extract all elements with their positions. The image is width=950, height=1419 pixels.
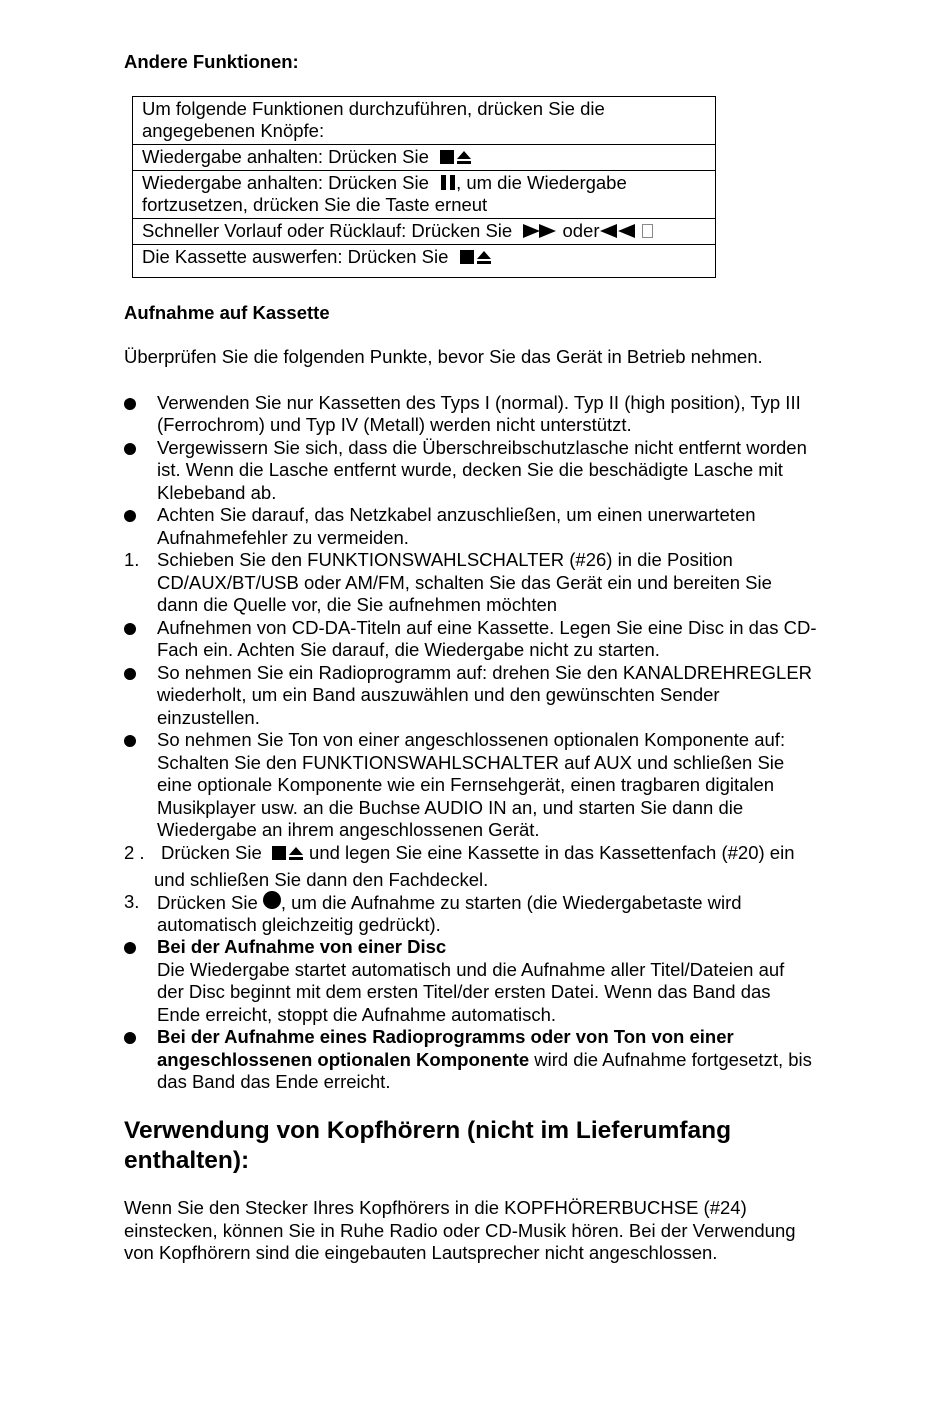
list-item-title: Bei der Aufnahme eines Radioprogramms oder von Ton von einer <box>157 1026 734 1047</box>
bullet-icon <box>124 735 136 747</box>
table-row <box>133 245 716 278</box>
list-item-text: , um die Aufnahme zu starten (die Wiedergabetaste wird <box>280 892 742 913</box>
list-item-text: automatisch gleichzeitig gedrückt). <box>157 914 441 935</box>
bullet-icon <box>124 942 136 954</box>
list-item-text: Aufnehmen von CD-DA-Titeln auf eine Kassette. Legen Sie eine Disc in das CD- <box>157 617 817 638</box>
paragraph-line: einstecken, können Sie in Ruhe Radio oder CD-Musik hören. Bei der Verwendung <box>124 1219 796 1241</box>
list-item-text: CD/AUX/BT/USB oder AM/FM, schalten Sie das Gerät ein und bereiten Sie <box>157 572 772 593</box>
list-item-text: Ende erreicht, stoppt die Aufnahme automatisch. <box>157 1004 557 1025</box>
list-item-line <box>161 842 871 865</box>
list-item-text: (Ferrochrom) und Typ IV (Metall) werden nicht unterstützt. <box>157 414 632 435</box>
list-item-text: der Disc beginnt mit dem ersten Titel/der ersten Datei. Wenn das Band das <box>157 981 771 1002</box>
list-item-text: Aufnahmefehler zu vermeiden. <box>157 527 409 548</box>
list-item-text: wiederholt, um ein Band auszuwählen und den gewünschten Sender <box>157 684 720 705</box>
missing-glyph-icon <box>642 224 653 238</box>
list-item-text: Schieben Sie den FUNKTIONSWAHLSCHALTER (#26) in die Position <box>157 549 733 570</box>
list-number: 1. <box>124 549 140 570</box>
rewind-icon <box>600 224 636 238</box>
heading-line: enthalten): <box>124 1147 250 1174</box>
list-item-text: So nehmen Sie ein Radioprogramm auf: drehen Sie den KANALDREHREGLER <box>157 662 813 683</box>
list-item-line <box>157 1049 867 1072</box>
eject-icon <box>476 250 492 265</box>
table-cell-text: Wiedergabe anhalten: Drücken Sie <box>142 172 429 193</box>
list-item-text: wird die Aufnahme fortgesetzt, bis <box>529 1049 812 1070</box>
table-cell-text: Schneller Vorlauf oder Rücklauf: Drücken Sie <box>142 220 513 241</box>
eject-icon <box>456 150 472 165</box>
table-cell <box>133 219 716 245</box>
intro-paragraph: Überprüfen Sie die folgenden Punkte, bevor Sie das Gerät in Betrieb nehmen. <box>124 346 763 367</box>
paragraph-line: Wenn Sie den Stecker Ihres Kopfhörers in die KOPFHÖRERBUCHSE (#24) <box>124 1197 747 1218</box>
bullet-icon <box>124 1032 136 1044</box>
list-item-text: Vergewissern Sie sich, dass die Überschreibschutzlasche nicht entfernt worden <box>157 437 807 458</box>
table-row <box>133 97 716 145</box>
list-item-title: angeschlossenen optionalen Komponente <box>157 1049 530 1070</box>
table-cell-text: oder <box>562 220 600 241</box>
list-item-text: einzustellen. <box>157 707 260 728</box>
list-number: 2 . <box>124 842 145 863</box>
bullet-icon <box>124 510 136 522</box>
section-title-headphones <box>124 1116 824 1176</box>
section-title-other-functions: Andere Funktionen: <box>124 51 299 72</box>
list-item-text: So nehmen Sie Ton von einer angeschlossenen optionalen Komponente auf: <box>157 729 786 750</box>
table-row <box>133 145 716 171</box>
stop-icon <box>440 150 454 164</box>
list-item-text: dann die Quelle vor, die Sie aufnehmen möchten <box>157 594 558 615</box>
list-item-text: Drücken Sie <box>157 892 258 913</box>
bullet-icon <box>124 623 136 635</box>
list-item-title: Bei der Aufnahme von einer Disc <box>157 936 447 957</box>
headphones-paragraph <box>124 1197 864 1265</box>
table-row <box>133 171 716 219</box>
bullet-icon <box>124 398 136 410</box>
stop-icon <box>272 846 286 860</box>
functions-table <box>132 96 716 278</box>
list-item-text: Die Wiedergabe startet automatisch und die Aufnahme aller Titel/Dateien auf <box>157 959 785 980</box>
list-number: 3. <box>124 891 140 912</box>
list-item-text: und schließen Sie dann den Fachdeckel. <box>154 869 489 890</box>
table-cell-text: Wiedergabe anhalten: Drücken Sie <box>142 146 429 167</box>
list-item-text: Schalten Sie den FUNKTIONSWAHLSCHALTER auf AUX und schließen Sie <box>157 752 785 773</box>
list-item-text: eine optionale Komponente wie ein Fernsehgerät, einen tragbaren digitalen <box>157 774 775 795</box>
table-cell: Um folgende Funktionen durchzuführen, drücken Sie die angegebenen Knöpfe: <box>133 97 716 145</box>
pause-icon <box>440 175 456 190</box>
bullet-icon <box>124 443 136 455</box>
table-row <box>133 219 716 245</box>
list-item-text: das Band das Ende erreicht. <box>157 1071 391 1092</box>
heading-line: Verwendung von Kopfhörern (nicht im Lieferumfang <box>124 1117 732 1144</box>
table-cell <box>133 171 716 219</box>
list-item-text: Fach ein. Achten Sie darauf, die Wiedergabe nicht zu starten. <box>157 639 660 660</box>
list-item-text: Wiedergabe an ihrem angeschlossenen Gerät. <box>157 819 540 840</box>
list-item-text: ist. Wenn die Lasche entfernt wurde, decken Sie die beschädigte Lasche mit <box>157 459 783 480</box>
record-icon <box>263 891 281 909</box>
table-cell-text: Die Kassette auswerfen: Drücken Sie <box>142 246 449 267</box>
list-item-text: Musikplayer usw. an die Buchse AUDIO IN an, und starten Sie dann die <box>157 797 744 818</box>
table-cell <box>133 245 716 278</box>
stop-icon <box>460 250 474 264</box>
list-item-line <box>157 891 867 915</box>
list-item-text: Drücken Sie <box>161 842 262 863</box>
list-item-text: Verwenden Sie nur Kassetten des Typs I (normal). Typ II (high position), Typ III <box>157 392 801 413</box>
paragraph-line: von Kopfhörern sind die eingebauten Lautsprecher nicht angeschlossen. <box>124 1242 718 1263</box>
list-item-text: Klebeband ab. <box>157 482 277 503</box>
list-item-text: Achten Sie darauf, das Netzkabel anzuschließen, um einen unerwarteten <box>157 504 756 525</box>
eject-icon <box>288 846 304 861</box>
fast-forward-icon <box>523 224 557 238</box>
table-cell-text: , um die Wiedergabe fortzusetzen, drücken Sie die Taste erneut <box>142 172 627 215</box>
section-title-recording: Aufnahme auf Kassette <box>124 302 330 323</box>
table-cell <box>133 145 716 171</box>
list-item-text: und legen Sie eine Kassette in das Kassettenfach (#20) ein <box>309 842 795 863</box>
bullet-icon <box>124 668 136 680</box>
